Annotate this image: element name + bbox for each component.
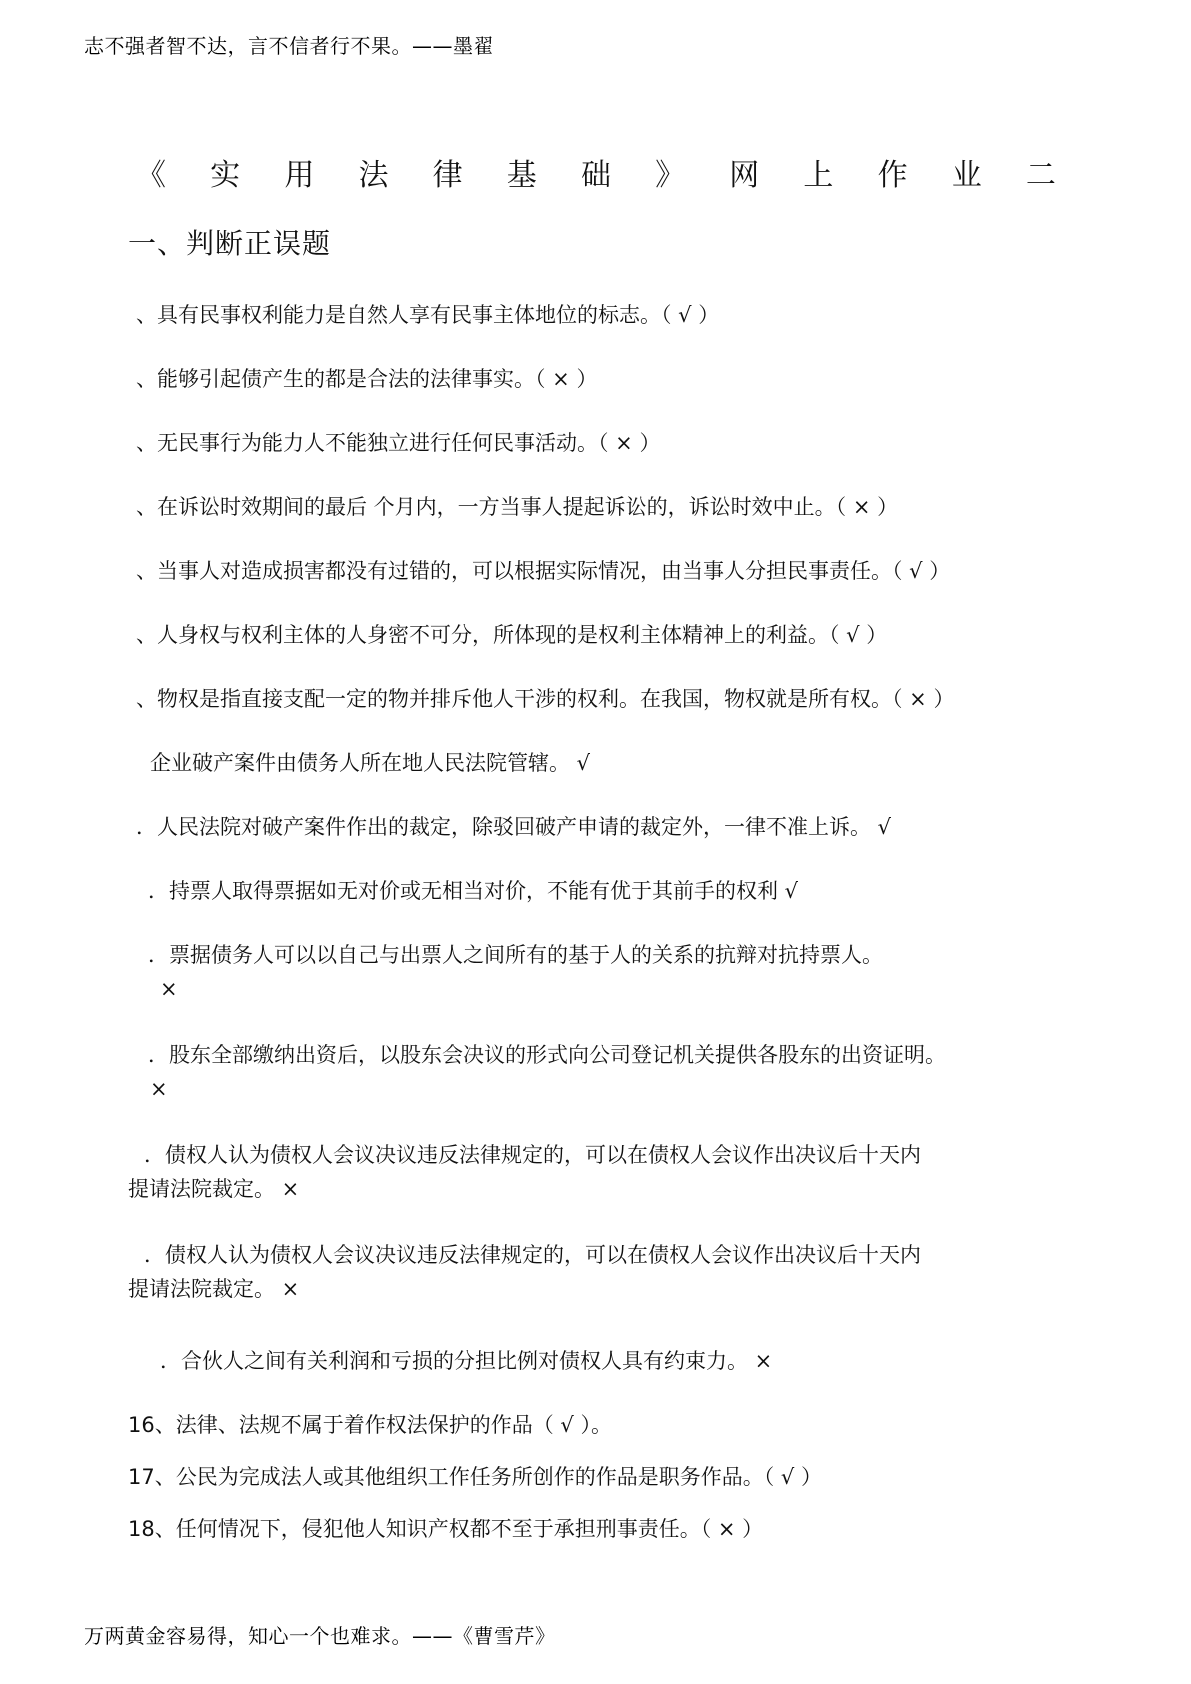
- question-continuation: 提请法院裁定。 ×: [128, 1177, 300, 1201]
- footer-quote: 万两黄金容易得，知心一个也难求。——《曹雪芹》: [84, 1624, 556, 1648]
- question-item: 、无民事行为能力人不能独立进行任何民事活动。（ × ）: [136, 431, 661, 455]
- title-char: 础: [580, 158, 611, 193]
- section-heading: 一、判断正误题: [128, 227, 332, 260]
- title-char: 业: [951, 158, 982, 193]
- question-item: [128, 1138, 921, 1206]
- question-item: [128, 1238, 921, 1306]
- question-text: ．债权人认为债权人会议决议违反法律规定的，可以在债权人会议作出决议后十天内: [144, 1243, 921, 1267]
- title-char: 》: [655, 158, 686, 193]
- title-char: 律: [432, 158, 463, 193]
- question-item: 17、公民为完成法人或其他组织工作任务所创作的作品是职务作品。（ √ ）: [128, 1465, 822, 1489]
- question-item: 、具有民事权利能力是自然人享有民事主体地位的标志。（ √ ）: [136, 303, 720, 327]
- question-item: 16、法律、法规不属于着作权法保护的作品（ √ ）。: [128, 1413, 612, 1437]
- answer-mark: ×: [160, 977, 178, 1001]
- question-item: 、在诉讼时效期间的最后 个月内，一方当事人提起诉讼的，诉讼时效中止。（ × ）: [136, 495, 899, 519]
- question-text: ．票据债务人可以以自己与出票人之间所有的基于人的关系的抗辩对抗持票人。: [148, 943, 883, 967]
- question-item: 、人身权与权利主体的人身密不可分，所体现的是权利主体精神上的利益。（ √ ）: [136, 623, 888, 647]
- question-item: 、能够引起债产生的都是合法的法律事实。（ × ）: [136, 367, 598, 391]
- title-char: 上: [803, 158, 834, 193]
- title-char: 作: [877, 158, 908, 193]
- question-text: ．债权人认为债权人会议决议违反法律规定的，可以在债权人会议作出决议后十天内: [144, 1143, 921, 1167]
- question-item: ．持票人取得票据如无对价或无相当对价，不能有优于其前手的权利 √: [148, 879, 799, 903]
- title-char: 实: [210, 158, 241, 193]
- answer-mark: ×: [150, 1077, 168, 1101]
- title-char: 二: [1025, 158, 1056, 193]
- title-char: 基: [506, 158, 537, 193]
- question-text: ．股东全部缴纳出资后，以股东会决议的形式向公司登记机关提供各股东的出资证明。: [148, 1043, 946, 1067]
- question-item: 、当事人对造成损害都没有过错的，可以根据实际情况，由当事人分担民事责任。（ √ ）: [136, 559, 951, 583]
- title-char: 用: [284, 158, 315, 193]
- question-item: [148, 938, 883, 1006]
- question-continuation: 提请法院裁定。 ×: [128, 1277, 300, 1301]
- document-title: [136, 150, 1056, 194]
- title-char: 网: [729, 158, 760, 193]
- title-char: 《: [136, 158, 166, 193]
- question-item: 企业破产案件由债务人所在地人民法院管辖。 √: [150, 751, 591, 775]
- question-item: 、物权是指直接支配一定的物并排斥他人干涉的权利。在我国，物权就是所有权。（ × ）: [136, 687, 955, 711]
- question-item: [148, 1038, 946, 1106]
- title-char: 法: [358, 158, 389, 193]
- question-item: ．合伙人之间有关利润和亏损的分担比例对债权人具有约束力。 ×: [160, 1349, 773, 1373]
- question-item: 18、任何情况下，侵犯他人知识产权都不至于承担刑事责任。（ × ）: [128, 1517, 764, 1541]
- question-item: ．人民法院对破产案件作出的裁定，除驳回破产申请的裁定外，一律不准上诉。 √: [136, 815, 892, 839]
- header-quote: 志不强者智不达，言不信者行不果。——墨翟: [84, 34, 494, 58]
